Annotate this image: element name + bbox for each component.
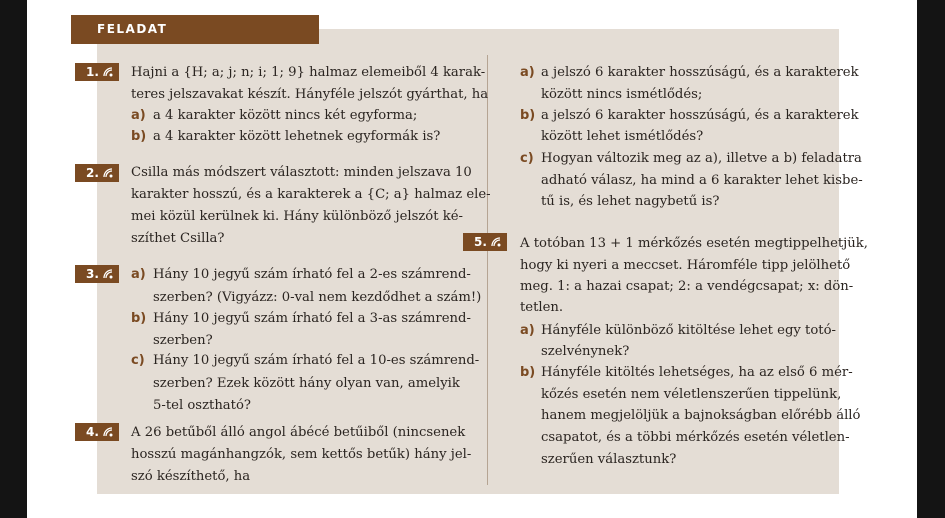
item-label: a) [520, 65, 535, 80]
task-5-item-b-line: csapatot, és a többi mérkőzés esetén véletlen- [541, 430, 850, 445]
task-3-item-b-line: Hány 10 jegyű szám írható fel a 3-as számrend- [153, 311, 471, 326]
task-3-item-b-line: szerben? [153, 333, 213, 348]
task-5-item-a-line: Hányféle különböző kitöltése lehet egy totó- [541, 323, 836, 338]
task-3-item-a-line: Hány 10 jegyű szám írható fel a 2-es számrend- [153, 267, 471, 282]
task-4-item-c-line: Hogyan változik meg az a), illetve a b) feladatra [541, 151, 862, 166]
column-divider [487, 55, 488, 485]
item-label: c) [131, 353, 145, 368]
wifi-signal-icon [102, 268, 114, 280]
task-1-line: teres jelszavakat készít. Hányféle jelszót gyárthat, ha [131, 87, 489, 102]
dark-left-edge [0, 0, 27, 518]
task-2-line: mei közül kerülnek ki. Hány különböző jelszót ké- [131, 209, 463, 224]
wifi-signal-icon [490, 236, 502, 248]
task-4-item-c-line: adható válasz, ha mind a 6 karakter lehet kisbe- [541, 173, 863, 188]
task-1-item-b-line: a 4 karakter között lehetnek egyformák is? [153, 129, 441, 144]
dark-right-edge [917, 0, 945, 518]
task-2-badge [75, 164, 119, 182]
task-5-item-b-line: hanem megjelöljük a bajnokságban előrébb álló [541, 408, 861, 423]
item-label: a) [131, 108, 146, 123]
task-number: 5. [474, 235, 487, 249]
task-2-line: szíthet Csilla? [131, 231, 225, 246]
task-5-line: tetlen. [520, 300, 564, 315]
task-5-line: hogy ki nyeri a meccset. Háromféle tipp jelölhető [520, 258, 851, 273]
item-label: b) [520, 108, 536, 123]
task-2-line: Csilla más módszert választott: minden jelszava 10 [131, 165, 472, 180]
task-5-item-b-line: szerűen választunk? [541, 452, 677, 467]
task-5-item-b-line: Hányféle kitöltés lehetséges, ha az első 6 mér- [541, 365, 853, 380]
task-5-item-a-line: szelvénynek? [541, 344, 630, 359]
task-number: 1. [86, 65, 99, 79]
item-label: b) [520, 365, 536, 380]
item-label: c) [520, 151, 534, 166]
task-3-item-c-line: Hány 10 jegyű szám írható fel a 10-es számrend- [153, 353, 480, 368]
task-3-badge [75, 265, 119, 283]
wifi-signal-icon [102, 167, 114, 179]
task-5-line: meg. 1: a hazai csapat; 2: a vendégcsapat; x: dön- [520, 279, 854, 294]
task-number: 3. [86, 267, 99, 281]
task-4-line: hosszú magánhangzók, sem kettős betűk) hány jel- [131, 447, 472, 462]
section-header: FELADAT [71, 15, 319, 44]
wifi-signal-icon [102, 426, 114, 438]
wifi-signal-icon [102, 66, 114, 78]
task-4-line: A 26 betűből álló angol ábécé betűiből (nincsenek [131, 425, 466, 440]
task-4-item-a-line: között nincs ismétlődés; [541, 87, 703, 102]
task-4-item-c-line: tű is, és lehet nagybetű is? [541, 194, 720, 209]
task-1-badge [75, 63, 119, 81]
task-5-item-b-line: kőzés esetén nem véletlenszerűen tippelünk, [541, 387, 842, 402]
item-label: a) [520, 323, 535, 338]
item-label: b) [131, 129, 147, 144]
task-3-item-a-line: szerben? (Vigyázz: 0-val nem kezdődhet a szám!) [153, 290, 482, 305]
task-4-item-b-line: a jelszó 6 karakter hosszúságú, és a karakterek [541, 108, 859, 123]
task-5-badge [463, 233, 507, 251]
task-4-badge [75, 423, 119, 441]
task-5-line: A totóban 13 + 1 mérkőzés esetén megtippelhetjük, [520, 236, 868, 251]
task-2-line: karakter hosszú, és a karakterek a {C; a} halmaz ele- [131, 187, 491, 202]
task-1-line: Hajni a {H; a; j; n; i; 1; 9} halmaz elemeiből 4 karak- [131, 65, 486, 80]
task-number: 4. [86, 425, 99, 439]
item-label: b) [131, 311, 147, 326]
task-3-item-c-line: 5-tel osztható? [153, 398, 251, 413]
item-label: a) [131, 267, 146, 282]
task-4-item-a-line: a jelszó 6 karakter hosszúságú, és a karakterek [541, 65, 859, 80]
task-3-item-c-line: szerben? Ezek között hány olyan van, amelyik [153, 376, 460, 391]
task-4-item-b-line: között lehet ismétlődés? [541, 129, 704, 144]
task-4-line: szó készíthető, ha [131, 469, 251, 484]
task-number: 2. [86, 166, 99, 180]
task-1-item-a-line: a 4 karakter között nincs két egyforma; [153, 108, 418, 123]
